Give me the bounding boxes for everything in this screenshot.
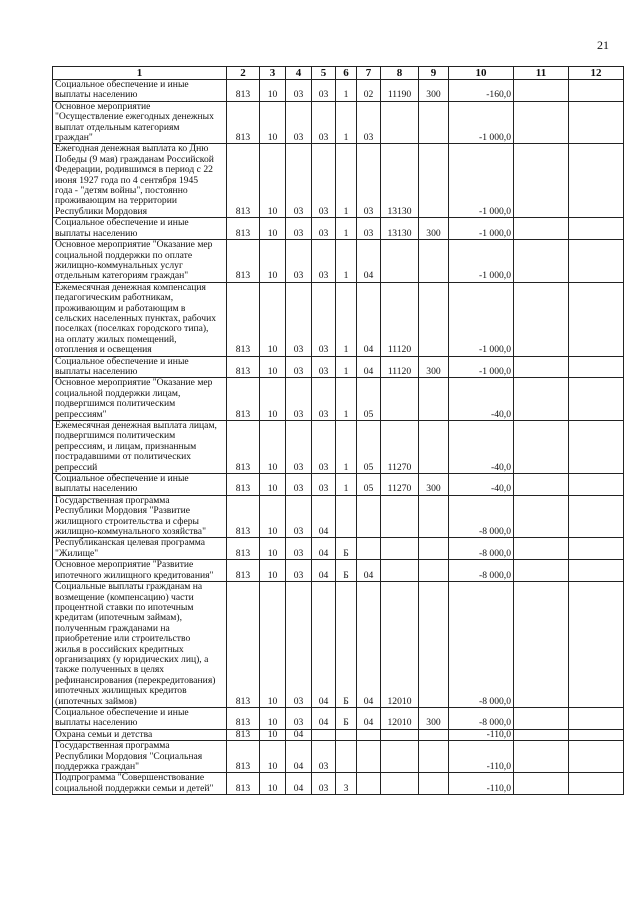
event-cell: 03	[357, 144, 381, 218]
event-cell: 02	[357, 80, 381, 102]
event-cell: 05	[357, 421, 381, 474]
event-cell	[357, 729, 381, 740]
column-12-cell	[569, 729, 624, 740]
subsection-cell: 04	[286, 773, 312, 795]
subsection-cell: 03	[286, 80, 312, 102]
program-cell: 03	[312, 773, 336, 795]
table-row	[53, 538, 624, 560]
program-cell: 03	[312, 144, 336, 218]
column-12-cell	[569, 144, 624, 218]
expense-type-cell	[419, 495, 449, 538]
direction-cell	[381, 560, 419, 582]
column-11-cell	[514, 741, 569, 773]
amount-cell: -40,0	[449, 421, 514, 474]
program-cell: 04	[312, 495, 336, 538]
admin-code-cell: 813	[227, 773, 260, 795]
event-cell: 04	[357, 240, 381, 283]
section-cell: 10	[260, 741, 286, 773]
section-cell: 10	[260, 707, 286, 729]
direction-cell	[381, 741, 419, 773]
expense-type-cell	[419, 101, 449, 144]
program-cell: 03	[312, 421, 336, 474]
event-cell	[357, 495, 381, 538]
subprogram-cell: 1	[336, 356, 357, 378]
subprogram-cell: 1	[336, 282, 357, 356]
admin-code-cell: 813	[227, 378, 260, 421]
column-header-1: 1	[53, 67, 227, 80]
column-12-cell	[569, 101, 624, 144]
section-cell: 10	[260, 144, 286, 218]
admin-code-cell: 813	[227, 729, 260, 740]
row-name-cell: Социальные выплаты гражданам на возмещение (компенсацию) части процентной ставки по ипотечным кредитам (ипотечным займам), полученным гражданами на приобретение или строительство жилья в российских кредитных организациях (у юридических лиц), а также полученных в целях рефинансирования (перекредитования) ипотечных жилищных кредитов (ипотечных займов)	[53, 582, 227, 708]
subprogram-cell	[336, 495, 357, 538]
column-12-cell	[569, 240, 624, 283]
column-12-cell	[569, 773, 624, 795]
amount-cell: -8 000,0	[449, 538, 514, 560]
program-cell: 04	[312, 538, 336, 560]
section-cell: 10	[260, 773, 286, 795]
column-11-cell	[514, 495, 569, 538]
subsection-cell: 03	[286, 495, 312, 538]
column-header-5: 5	[312, 67, 336, 80]
subprogram-cell: 1	[336, 101, 357, 144]
subsection-cell: 03	[286, 707, 312, 729]
expense-type-cell	[419, 560, 449, 582]
amount-cell: -1 000,0	[449, 101, 514, 144]
direction-cell: 11270	[381, 421, 419, 474]
expense-type-cell	[419, 378, 449, 421]
column-12-cell	[569, 741, 624, 773]
amount-cell: -1 000,0	[449, 144, 514, 218]
program-cell: 04	[312, 582, 336, 708]
column-header-3: 3	[260, 67, 286, 80]
subprogram-cell	[336, 729, 357, 740]
amount-cell: -8 000,0	[449, 560, 514, 582]
section-cell: 10	[260, 101, 286, 144]
column-11-cell	[514, 240, 569, 283]
expense-type-cell: 300	[419, 80, 449, 102]
amount-cell: -1 000,0	[449, 282, 514, 356]
row-name-cell: Республиканская целевая программа "Жилище"	[53, 538, 227, 560]
subsection-cell: 03	[286, 240, 312, 283]
row-name-cell: Социальное обеспечение и иные выплаты населению	[53, 80, 227, 102]
expense-type-cell	[419, 729, 449, 740]
column-12-cell	[569, 474, 624, 496]
column-header-10: 10	[449, 67, 514, 80]
direction-cell	[381, 101, 419, 144]
program-cell	[312, 729, 336, 740]
amount-cell: -110,0	[449, 773, 514, 795]
column-12-cell	[569, 218, 624, 240]
event-cell	[357, 538, 381, 560]
subsection-cell: 03	[286, 560, 312, 582]
program-cell: 03	[312, 282, 336, 356]
column-11-cell	[514, 582, 569, 708]
subsection-cell: 03	[286, 421, 312, 474]
admin-code-cell: 813	[227, 560, 260, 582]
event-cell: 04	[357, 582, 381, 708]
program-cell: 03	[312, 218, 336, 240]
row-name-cell: Ежемесячная денежная выплата лицам, подвергшимся политическим репрессиям, и лицам, признанным пострадавшими от политических репрессий	[53, 421, 227, 474]
event-cell: 03	[357, 218, 381, 240]
amount-cell: -1 000,0	[449, 240, 514, 283]
subsection-cell: 03	[286, 101, 312, 144]
row-name-cell: Социальное обеспечение и иные выплаты населению	[53, 218, 227, 240]
expense-type-cell: 300	[419, 356, 449, 378]
expense-type-cell	[419, 582, 449, 708]
row-name-cell: Социальное обеспечение и иные выплаты населению	[53, 707, 227, 729]
direction-cell: 11120	[381, 282, 419, 356]
event-cell	[357, 773, 381, 795]
subsection-cell: 03	[286, 582, 312, 708]
column-12-cell	[569, 560, 624, 582]
program-cell: 03	[312, 741, 336, 773]
table-row	[53, 474, 624, 496]
table-row	[53, 101, 624, 144]
direction-cell: 11270	[381, 474, 419, 496]
table-row	[53, 729, 624, 740]
table-row	[53, 356, 624, 378]
program-cell: 03	[312, 240, 336, 283]
admin-code-cell: 813	[227, 538, 260, 560]
admin-code-cell: 813	[227, 240, 260, 283]
expense-type-cell	[419, 144, 449, 218]
column-header-12: 12	[569, 67, 624, 80]
subprogram-cell: 1	[336, 240, 357, 283]
direction-cell	[381, 729, 419, 740]
direction-cell: 11120	[381, 356, 419, 378]
event-cell: 05	[357, 378, 381, 421]
program-cell: 03	[312, 474, 336, 496]
table-row	[53, 240, 624, 283]
subsection-cell: 03	[286, 282, 312, 356]
table-row	[53, 582, 624, 708]
direction-cell: 12010	[381, 707, 419, 729]
column-header-9: 9	[419, 67, 449, 80]
header-row	[53, 67, 624, 80]
program-cell: 03	[312, 378, 336, 421]
column-12-cell	[569, 282, 624, 356]
direction-cell: 11190	[381, 80, 419, 102]
subprogram-cell: 1	[336, 474, 357, 496]
subsection-cell: 03	[286, 474, 312, 496]
column-11-cell	[514, 282, 569, 356]
amount-cell: -160,0	[449, 80, 514, 102]
page-number: 21	[597, 38, 609, 52]
column-12-cell	[569, 356, 624, 378]
program-cell: 04	[312, 707, 336, 729]
amount-cell: -8 000,0	[449, 582, 514, 708]
admin-code-cell: 813	[227, 707, 260, 729]
column-header-4: 4	[286, 67, 312, 80]
direction-cell	[381, 378, 419, 421]
admin-code-cell: 813	[227, 495, 260, 538]
table-row	[53, 378, 624, 421]
event-cell: 03	[357, 101, 381, 144]
column-11-cell	[514, 80, 569, 102]
row-name-cell: Подпрограмма "Совершенствование социальной поддержки семьи и детей"	[53, 773, 227, 795]
section-cell: 10	[260, 356, 286, 378]
column-11-cell	[514, 474, 569, 496]
row-name-cell: Государственная программа Республики Мордовия "Социальная поддержка граждан"	[53, 741, 227, 773]
column-12-cell	[569, 378, 624, 421]
section-cell: 10	[260, 560, 286, 582]
subsection-cell: 03	[286, 356, 312, 378]
column-11-cell	[514, 101, 569, 144]
subsection-cell: 04	[286, 741, 312, 773]
subprogram-cell: 1	[336, 80, 357, 102]
event-cell: 04	[357, 560, 381, 582]
subprogram-cell: 1	[336, 378, 357, 421]
admin-code-cell: 813	[227, 421, 260, 474]
column-11-cell	[514, 560, 569, 582]
section-cell: 10	[260, 421, 286, 474]
subprogram-cell: Б	[336, 538, 357, 560]
budget-table	[52, 66, 624, 795]
table-row	[53, 144, 624, 218]
column-12-cell	[569, 582, 624, 708]
column-11-cell	[514, 707, 569, 729]
subprogram-cell: 1	[336, 144, 357, 218]
event-cell	[357, 741, 381, 773]
admin-code-cell: 813	[227, 741, 260, 773]
table-row	[53, 80, 624, 102]
section-cell: 10	[260, 729, 286, 740]
expense-type-cell	[419, 240, 449, 283]
table-row	[53, 741, 624, 773]
table-row	[53, 421, 624, 474]
expense-type-cell	[419, 538, 449, 560]
amount-cell: -40,0	[449, 474, 514, 496]
program-cell: 03	[312, 101, 336, 144]
table-row	[53, 495, 624, 538]
row-name-cell: Социальное обеспечение и иные выплаты населению	[53, 356, 227, 378]
direction-cell	[381, 773, 419, 795]
direction-cell	[381, 538, 419, 560]
subprogram-cell	[336, 741, 357, 773]
column-11-cell	[514, 218, 569, 240]
section-cell: 10	[260, 80, 286, 102]
column-header-6: 6	[336, 67, 357, 80]
event-cell: 05	[357, 474, 381, 496]
section-cell: 10	[260, 378, 286, 421]
section-cell: 10	[260, 218, 286, 240]
program-cell: 03	[312, 356, 336, 378]
table-row	[53, 707, 624, 729]
subprogram-cell: 1	[336, 218, 357, 240]
subprogram-cell: 1	[336, 421, 357, 474]
admin-code-cell: 813	[227, 582, 260, 708]
table-row	[53, 218, 624, 240]
expense-type-cell: 300	[419, 707, 449, 729]
column-11-cell	[514, 144, 569, 218]
direction-cell	[381, 495, 419, 538]
row-name-cell: Государственная программа Республики Мордовия "Развитие жилищного строительства и сферы жилищно-коммунального хозяйства"	[53, 495, 227, 538]
amount-cell: -110,0	[449, 729, 514, 740]
column-header-2: 2	[227, 67, 260, 80]
column-11-cell	[514, 356, 569, 378]
subsection-cell: 03	[286, 378, 312, 421]
expense-type-cell	[419, 741, 449, 773]
column-header-8: 8	[381, 67, 419, 80]
subsection-cell: 03	[286, 218, 312, 240]
row-name-cell: Ежемесячная денежная компенсация педагогическим работникам, проживающим и работающим в сельских населенных пунктах, рабочих поселках (поселках городского типа), на оплату жилых помещений, отопления и освещения	[53, 282, 227, 356]
row-name-cell: Основное мероприятие "Оказание мер социальной поддержки лицам, подвергшимся политическим репрессиям"	[53, 378, 227, 421]
subprogram-cell: Б	[336, 560, 357, 582]
subprogram-cell: Б	[336, 707, 357, 729]
amount-cell: -8 000,0	[449, 495, 514, 538]
amount-cell: -110,0	[449, 741, 514, 773]
section-cell: 10	[260, 538, 286, 560]
column-header-11: 11	[514, 67, 569, 80]
table-row	[53, 560, 624, 582]
row-name-cell: Основное мероприятие "Осуществление ежегодных денежных выплат отдельным категориям граждан"	[53, 101, 227, 144]
event-cell: 04	[357, 707, 381, 729]
amount-cell: -1 000,0	[449, 356, 514, 378]
amount-cell: -40,0	[449, 378, 514, 421]
program-cell: 04	[312, 560, 336, 582]
subprogram-cell: 3	[336, 773, 357, 795]
program-cell: 03	[312, 80, 336, 102]
row-name-cell: Основное мероприятие "Оказание мер социальной поддержки по оплате жилищно-коммунальных услуг отдельным категориям граждан"	[53, 240, 227, 283]
expense-type-cell	[419, 773, 449, 795]
direction-cell	[381, 240, 419, 283]
admin-code-cell: 813	[227, 80, 260, 102]
subsection-cell: 03	[286, 144, 312, 218]
column-12-cell	[569, 421, 624, 474]
column-11-cell	[514, 538, 569, 560]
table-body	[53, 80, 624, 795]
column-11-cell	[514, 378, 569, 421]
direction-cell: 13130	[381, 218, 419, 240]
subprogram-cell: Б	[336, 582, 357, 708]
section-cell: 10	[260, 282, 286, 356]
admin-code-cell: 813	[227, 101, 260, 144]
row-name-cell: Социальное обеспечение и иные выплаты населению	[53, 474, 227, 496]
amount-cell: -1 000,0	[449, 218, 514, 240]
direction-cell: 13130	[381, 144, 419, 218]
row-name-cell: Основное мероприятие "Развитие ипотечного жилищного кредитования"	[53, 560, 227, 582]
subsection-cell: 04	[286, 729, 312, 740]
expense-type-cell	[419, 282, 449, 356]
section-cell: 10	[260, 582, 286, 708]
expense-type-cell: 300	[419, 218, 449, 240]
admin-code-cell: 813	[227, 144, 260, 218]
table-row	[53, 773, 624, 795]
column-header-7: 7	[357, 67, 381, 80]
event-cell: 04	[357, 282, 381, 356]
table-row	[53, 282, 624, 356]
amount-cell: -8 000,0	[449, 707, 514, 729]
row-name-cell: Охрана семьи и детства	[53, 729, 227, 740]
column-11-cell	[514, 421, 569, 474]
column-12-cell	[569, 495, 624, 538]
direction-cell: 12010	[381, 582, 419, 708]
subsection-cell: 03	[286, 538, 312, 560]
expense-type-cell	[419, 421, 449, 474]
admin-code-cell: 813	[227, 474, 260, 496]
column-12-cell	[569, 538, 624, 560]
column-12-cell	[569, 80, 624, 102]
event-cell: 04	[357, 356, 381, 378]
expense-type-cell: 300	[419, 474, 449, 496]
column-11-cell	[514, 729, 569, 740]
column-11-cell	[514, 773, 569, 795]
admin-code-cell: 813	[227, 356, 260, 378]
section-cell: 10	[260, 474, 286, 496]
section-cell: 10	[260, 495, 286, 538]
row-name-cell: Ежегодная денежная выплата ко Дню Победы (9 мая) гражданам Российской Федерации, родившимся в период с 22 июня 1927 года по 4 сентября 1945 года - "детям войны", постоянно проживающим на территории Республики Мордовия	[53, 144, 227, 218]
section-cell: 10	[260, 240, 286, 283]
column-12-cell	[569, 707, 624, 729]
admin-code-cell: 813	[227, 218, 260, 240]
admin-code-cell: 813	[227, 282, 260, 356]
